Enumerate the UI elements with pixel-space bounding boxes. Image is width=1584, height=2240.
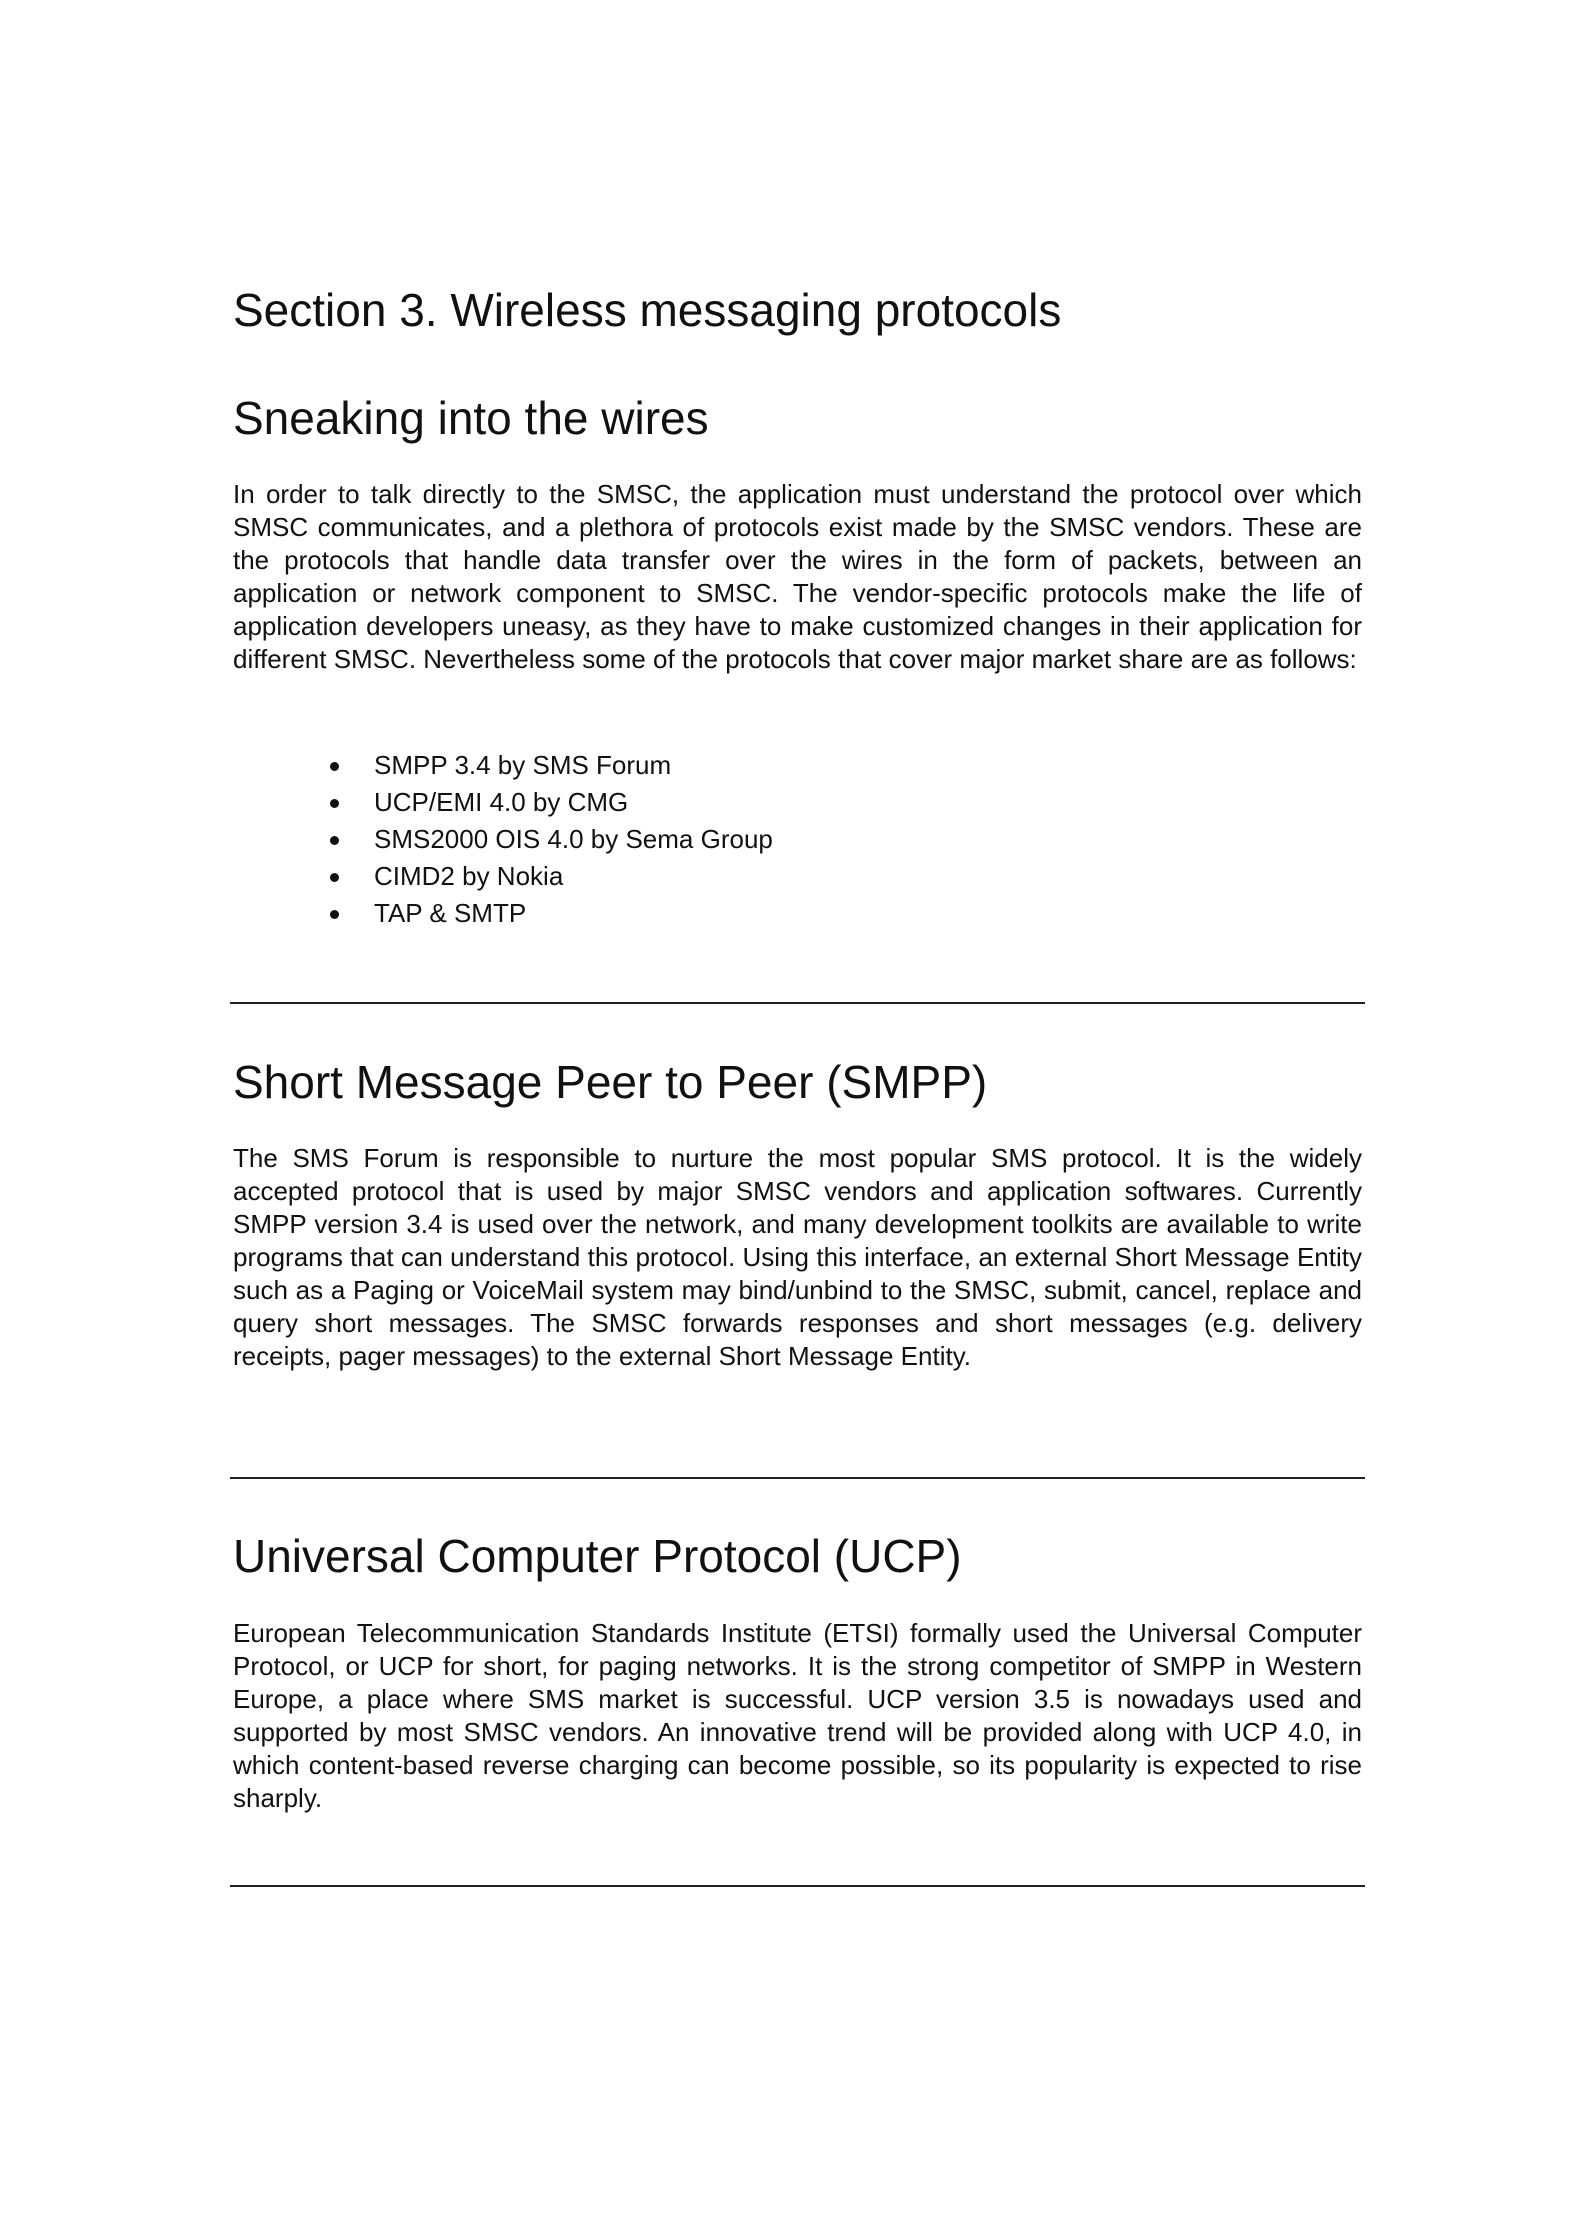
bullet-icon	[330, 799, 339, 808]
heading-smpp: Short Message Peer to Peer (SMPP)	[233, 1056, 988, 1108]
divider	[230, 1002, 1365, 1004]
protocol-list	[233, 747, 773, 932]
list-item-label: SMS2000 OIS 4.0 by Sema Group	[374, 824, 773, 854]
heading-sneaking-into-the-wires: Sneaking into the wires	[233, 392, 709, 444]
list-item	[233, 821, 773, 858]
paragraph-ucp: European Telecommunication Standards Institute (ETSI) formally used the Universal Computer Protocol, or UCP for short, for paging networks. It is the strong competitor of SMPP in Western Europe, a place where SMS market is successful. UCP version 3.5 is nowadays used and supported by most SMSC vendors. An innovative trend will be provided along with UCP 4.0, in which content-based reverse charging can become possible, so its popularity is expected to rise sharply.	[233, 1618, 1362, 1813]
list-item-label: CIMD2 by Nokia	[374, 861, 564, 891]
heading-ucp: Universal Computer Protocol (UCP)	[233, 1530, 962, 1582]
divider	[230, 1885, 1365, 1887]
paragraph-wires: In order to talk directly to the SMSC, the application must understand the protocol over which SMSC communicates, and a plethora of protocols exist made by the SMSC vendors. These are the protocols that handle data transfer over the wires in the form of packets, between an application or network component to SMSC. The vendor-specific protocols make the life of application developers uneasy, as they have to make customized changes in their application for different SMSC. Nevertheless some of the protocols that cover major market share are as follows:	[233, 479, 1362, 674]
list-item	[233, 858, 773, 895]
list-item	[233, 895, 773, 932]
divider	[230, 1477, 1365, 1479]
bullet-icon	[330, 836, 339, 845]
section-title: Section 3. Wireless messaging protocols	[233, 284, 1062, 336]
list-item-label: UCP/EMI 4.0 by CMG	[374, 787, 629, 817]
list-item-label: SMPP 3.4 by SMS Forum	[374, 750, 672, 780]
bullet-icon	[330, 762, 339, 771]
bullet-icon	[330, 873, 339, 882]
list-item	[233, 747, 773, 784]
document-page	[233, 0, 1363, 2240]
paragraph-smpp: The SMS Forum is responsible to nurture the most popular SMS protocol. It is the widely accepted protocol that is used by major SMSC vendors and application softwares. Currently SMPP version 3.4 is used over the network, and many development toolkits are available to write programs that can understand this protocol. Using this interface, an external Short Message Entity such as a Paging or VoiceMail system may bind/unbind to the SMSC, submit, cancel, replace and query short messages. The SMSC forwards responses and short messages (e.g. delivery receipts, pager messages) to the external Short Message Entity.	[233, 1143, 1362, 1371]
list-item	[233, 784, 773, 821]
bullet-icon	[330, 910, 339, 919]
list-item-label: TAP & SMTP	[374, 898, 527, 928]
